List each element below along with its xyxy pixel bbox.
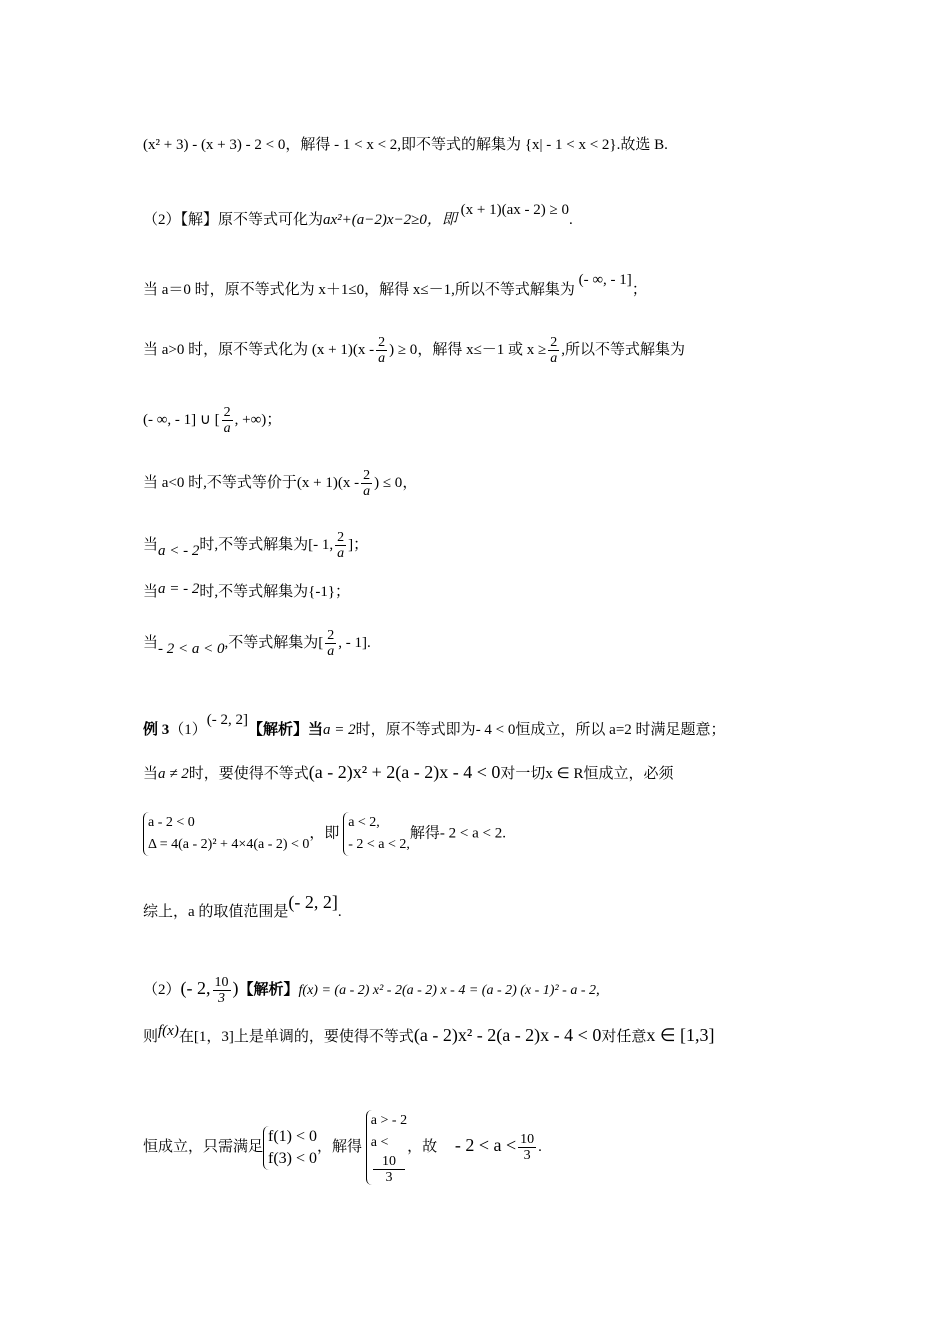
text: ，解得 [317,1138,363,1155]
math-expr: a = 2 [323,722,356,738]
text: 综上，a 的取值范围是 [143,904,289,920]
fraction: $\frac{2}{a}$ [223,405,231,436]
text: . [569,212,573,228]
math-expr: - 4 < 0 [475,722,516,738]
math-expr: - 2 < a < [454,1134,517,1155]
math-expr: {x| - 1 < x < 2} [524,137,617,153]
math-expr: a = - 2 [158,581,200,597]
equation-system: a > - 2 a < 10 3 [366,1110,407,1185]
math-expr: f(x) [158,1023,179,1039]
fraction: $\frac{2}{a}$ [327,628,335,659]
math-expr: (- 2, 2] [288,892,338,912]
fraction: $\frac{2}{a}$ [363,468,371,499]
text: . [502,825,506,842]
math-expr: (x + 1)(x - [296,474,360,491]
math-expr: ) ≥ 0 [389,341,418,358]
math-expr: (- 2, 2] [206,712,249,728]
line-15 [143,1025,715,1047]
math-expr: x ≥ [526,341,547,358]
text: 恒成立，必须 [583,766,674,782]
fraction: $\frac{10}{3}$ [520,1132,535,1163]
equation-system: a < 2, - 2 < a < 2, [343,812,410,856]
text: 时，要使得不等式 [188,766,309,782]
example-label: 例 3 [143,722,170,738]
math-expr: - 2 < a < 2 [439,825,503,842]
text: 当 [143,584,159,600]
math-expr: a ≠ 2 [158,766,189,782]
text: ,不等式解集为 [224,634,319,651]
math-expr: x ∈ R [545,766,584,782]
line-14 [143,975,600,1006]
text: 【解析】 [238,981,299,998]
fraction: 10 3 [373,1154,405,1185]
math-expr: (a - 2)x² - 2(a - 2)x - 4 < 0 [413,1025,602,1045]
text: 对任意 [601,1029,647,1045]
math-expr: a < - 2 [158,542,200,559]
fraction: $\frac{2}{a}$ [337,530,345,561]
math-expr: - 2 < a < 0 [158,640,225,657]
text: 时,不等式解集为 [199,536,309,553]
text: 则 [143,1029,159,1045]
math-expr: [ [318,634,324,651]
line-10 [143,712,726,740]
text: . [538,1138,542,1155]
text: .故选 B. [616,137,668,153]
math-expr: , - 1] [338,634,368,651]
line-5 [143,405,281,436]
equation-system: f(1) < 0 f(3) < 0 [263,1126,317,1170]
math-expr: (x + 1)(ax - 2) ≥ 0 [460,202,569,218]
line-7 [143,530,368,561]
math-expr: (a - 2)x² + 2(a - 2)x - 4 < 0 [308,762,501,782]
line-8 [143,582,350,602]
text: ， [402,474,418,491]
line-1 [143,135,668,155]
text: ,所以不等式解集为 [561,341,686,358]
math-expr: ] [348,536,354,553]
text: 当 a>0 时，原不等式化为 [143,341,309,358]
text: 在[1，3]上是单调的，要使得不等式 [178,1029,414,1045]
text: 当 a＝0 时，原不等式化为 x＋1≤0，解得 x≤－1,所以不等式解集为 [143,282,575,298]
math-expr: ) [232,977,239,998]
math-expr: (- ∞, - 1] [578,272,632,288]
math-expr: (x + 1)(x - [311,341,375,358]
fraction: $\frac{2}{a}$ [378,335,386,366]
math-expr: ax²+(a−2)x−2≥0，即 [323,212,457,228]
math-expr: f(x) = (a - 2) x² - 2(a - 2) x - 4 = (a - 2) (x - 1)² - a - 2 [298,982,596,998]
math-expr: ) ≤ 0 [374,474,403,491]
math-expr: (- 2, [180,977,211,998]
text: （2） [143,981,181,998]
text: ，解得 x≤－1 或 [417,341,524,358]
text: （2）【解】原不等式可化为 [143,212,324,228]
text: ，故 [407,1138,438,1155]
text: 时，原不等式即为 [355,722,476,738]
text: ，解得 [285,137,331,153]
line-3 [143,272,647,300]
text: ，即 [309,825,340,842]
text: . [337,904,342,920]
text: （1） [169,722,207,738]
math-expr: (x² + 3) - (x + 3) - 2 < 0 [143,137,286,153]
text: 当 [143,536,159,553]
math-expr: - 1 < x < 2, [334,137,402,153]
line-9 [143,628,371,659]
math-expr: (- ∞, - 1] ∪ [ [143,411,220,428]
text: 恒成立，只需满足 [143,1138,264,1155]
text: 时,不等式解集为{-1}； [199,584,351,600]
text: 【解析】当 [248,722,324,738]
line-11 [143,762,674,784]
line-6 [143,468,417,499]
text: ； [631,282,647,298]
fraction: $\frac{2}{a}$ [550,335,558,366]
text: ； [266,411,282,428]
line-16 [143,1110,542,1185]
line-2 [143,202,573,230]
text: 恒成立，所以 a=2 时满足题意； [515,722,726,738]
text: 解得 [409,825,440,842]
line-13 [143,892,342,922]
text: 对一切 [500,766,546,782]
text: 当 [143,766,159,782]
text: , [595,981,600,998]
text: ； [353,536,369,553]
text: 当 a<0 时,不等式等价于 [143,474,297,491]
math-expr: [- 1, [308,536,334,553]
text: 当 [143,634,159,651]
math-expr: x ∈ [1,3] [646,1025,715,1045]
text: . [367,634,371,651]
fraction: $\frac{10}{3}$ [214,975,229,1006]
line-4 [143,335,685,366]
math-expr: , +∞) [234,411,267,428]
text: 即不等式的解集为 [401,137,522,153]
line-12 [143,812,506,856]
equation-system: a - 2 < 0 Δ = 4(a - 2)² + 4×4(a - 2) < 0 [143,812,309,856]
